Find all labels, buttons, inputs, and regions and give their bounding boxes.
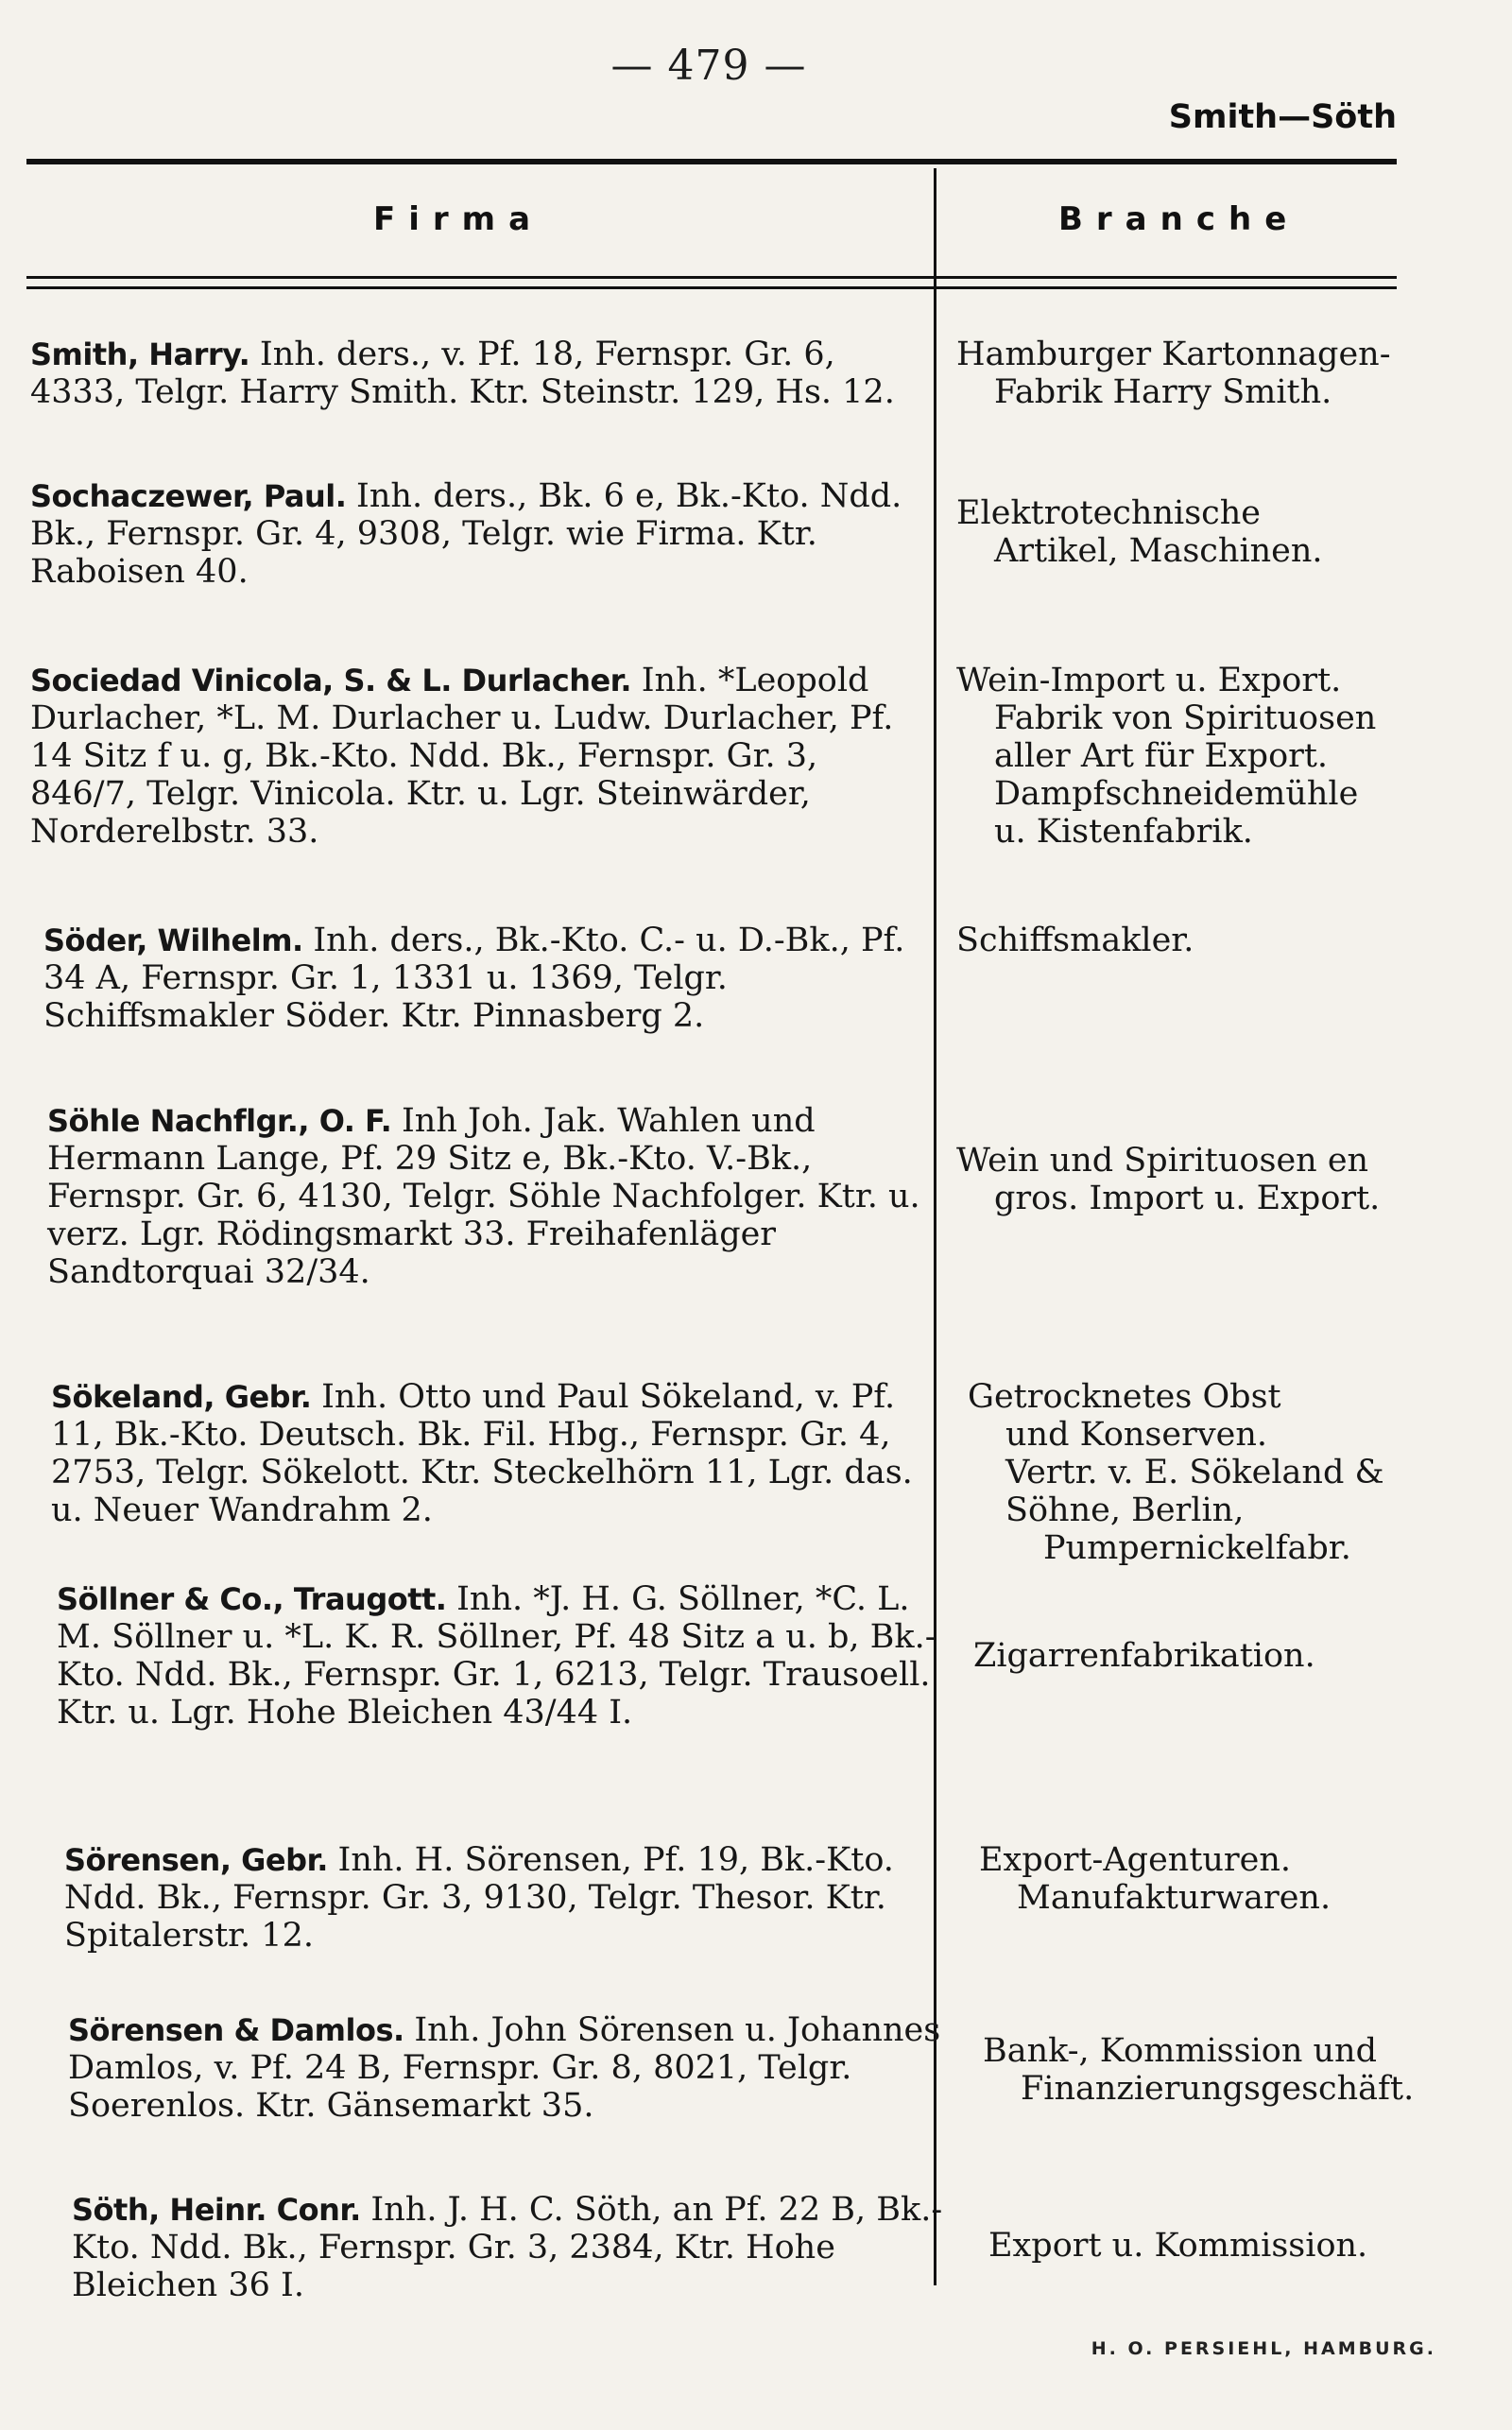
firm-details: Inh. H. Sörensen, Pf. 19, Bk.-Kto. Ndd. Bk., Fernspr. Gr. 3, 9130, Telgr. Thesor. Ktr. Spitalerstr. 12.: [64, 1841, 894, 1955]
firm-text: [30, 477, 933, 591]
branche-text: [956, 477, 1486, 570]
firm-name: Söth, Heinr. Conr.: [72, 2192, 371, 2228]
firm-name: Söder, Wilhelm.: [43, 922, 314, 958]
firm-text: [30, 1580, 959, 1732]
branche-line: Export-Agenturen.: [979, 1841, 1292, 1879]
branche-line: aller Art für Export.: [994, 737, 1329, 775]
firm-name: Sociedad Vinicola, S. & L. Durlacher.: [30, 663, 642, 698]
branche-text: [983, 2011, 1512, 2108]
firm-text: [30, 1378, 954, 1529]
branche-text: [988, 2191, 1512, 2265]
column-header-branche: Branche: [1058, 200, 1300, 238]
firm-name: Sörensen & Damlos.: [68, 2012, 415, 2048]
branche-line: Zigarrenfabrikation.: [973, 1637, 1315, 1675]
firm-details: Inh. John Sörensen u. Johannes Damlos, v. Pf. 24 B, Fernspr. Gr. 8, 8021, Telgr. Soerenlos. Ktr. Gänsemarkt 35.: [68, 2011, 941, 2125]
branche-text: [956, 922, 1486, 959]
firm-text: [30, 1102, 950, 1291]
top-rule: [26, 159, 1397, 164]
branche-text: [956, 662, 1486, 851]
firm-text: [30, 336, 933, 411]
branche-line: Bank-, Kommission und: [983, 2032, 1377, 2070]
branche-line: Vertr. v. E. Sökeland &: [1005, 1454, 1384, 1491]
firm-text: [30, 2011, 971, 2125]
firm-text: [30, 922, 946, 1035]
branche-line: u. Kistenfabrik.: [994, 813, 1253, 851]
firm-details: Inh. J. H. C. Söth, an Pf. 22 B, Bk.-Kto. Ndd. Bk., Fernspr. Gr. 3, 2384, Ktr. Hohe Bleichen 36 I.: [72, 2191, 943, 2304]
branche-line: Fabrik Harry Smith.: [994, 373, 1332, 411]
running-head: Smith—Söth: [1168, 98, 1397, 136]
firm-details: Inh. *Leopold Durlacher, *L. M. Durlacher u. Ludw. Durlacher, Pf. 14 Sitz f u. g, Bk.-Kto. Ndd. Bk., Fernspr. Gr. 3, 846/7, Telgr. Vinicola. Ktr. u. Lgr. Steinwärder, Norderelbstr. 33.: [30, 662, 894, 851]
firm-details: Inh Joh. Jak. Wahlen und Hermann Lange, Pf. 29 Sitz e, Bk.-Kto. V.-Bk., Fernspr. Gr. 6, 4130, Telgr. Söhle Nachfolger. Ktr. u. verz. Lgr. Rödingsmarkt 33. Freihafenläger Sandtorquai 32/34.: [47, 1102, 920, 1291]
firm-details: Inh. ders., Bk.-Kto. C.- u. D.-Bk., Pf. 34 A, Fernspr. Gr. 1, 1331 u. 1369, Telgr. Schiffsmakler Söder. Ktr. Pinnasberg 2.: [43, 922, 905, 1035]
branche-text: [979, 1841, 1508, 1917]
printer-imprint: H. O. PERSIEHL, HAMBURG.: [1091, 2338, 1436, 2359]
branche-line: Elektrotechnische: [956, 494, 1262, 532]
branche-line: Söhne, Berlin,: [1005, 1491, 1245, 1529]
firm-text: [30, 1841, 967, 1955]
branche-text: [956, 336, 1486, 411]
column-header-firma: Firma: [373, 200, 544, 238]
branche-line: Finanzierungsgeschäft.: [1021, 2070, 1415, 2108]
branche-text: [973, 1580, 1503, 1675]
branche-line: Manufakturwaren.: [1017, 1879, 1332, 1917]
branche-text: [956, 1102, 1486, 1217]
firm-details: Inh. ders., v. Pf. 18, Fernspr. Gr. 6, 4333, Telgr. Harry Smith. Ktr. Steinstr. 129, Hs. 12.: [30, 336, 895, 411]
firm-name: Smith, Harry.: [30, 336, 260, 372]
branche-line: Schiffsmakler.: [956, 922, 1194, 959]
header-double-rule: [26, 276, 1397, 289]
branche-line: Export u. Kommission.: [988, 2227, 1368, 2265]
page-number: — 479 —: [610, 42, 807, 90]
branche-line: Pumpernickelfabr.: [1043, 1529, 1351, 1567]
branche-line: gros. Import u. Export.: [994, 1180, 1381, 1217]
firm-name: Söhle Nachflgr., O. F.: [47, 1103, 402, 1139]
branche-line: Getrocknetes Obst: [968, 1378, 1281, 1416]
branche-line: Wein-Import u. Export.: [956, 662, 1342, 699]
firm-text: [30, 2191, 974, 2304]
branche-line: und Konserven.: [1005, 1416, 1267, 1454]
firm-details: Inh. Otto und Paul Sökeland, v. Pf. 11, Bk.-Kto. Deutsch. Bk. Fil. Hbg., Fernspr. Gr. 4, 2753, Telgr. Sökelott. Ktr. Steckelhörn 11, Lgr. das. u. Neuer Wandrahm 2.: [51, 1378, 913, 1529]
firm-name: Sochaczewer, Paul.: [30, 478, 357, 514]
branche-line: Dampfschneidemühle: [994, 775, 1359, 813]
firm-name: Sörensen, Gebr.: [64, 1842, 338, 1878]
firm-details: Inh. ders., Bk. 6 e, Bk.-Kto. Ndd. Bk., Fernspr. Gr. 4, 9308, Telgr. wie Firma. Ktr. Raboisen 40.: [30, 477, 902, 591]
firm-name: Söllner & Co., Traugott.: [57, 1581, 457, 1617]
branche-line: Fabrik von Spirituosen: [994, 699, 1377, 737]
branche-line: Wein und Spirituosen en: [956, 1142, 1369, 1180]
firm-name: Sökeland, Gebr.: [51, 1379, 322, 1415]
firm-details: Inh. *J. H. G. Söllner, *C. L. M. Söllner u. *L. K. R. Söllner, Pf. 48 Sitz a u. b, Bk.-Kto. Ndd. Bk., Fernspr. Gr. 1, 6213, Telgr. Trausoell. Ktr. u. Lgr. Hohe Bleichen 43/44 I.: [57, 1580, 936, 1732]
branche-line: Artikel, Maschinen.: [994, 532, 1323, 570]
branche-text: [968, 1378, 1497, 1567]
branche-line: Hamburger Kartonnagen-: [956, 336, 1391, 373]
firm-text: [30, 662, 933, 851]
